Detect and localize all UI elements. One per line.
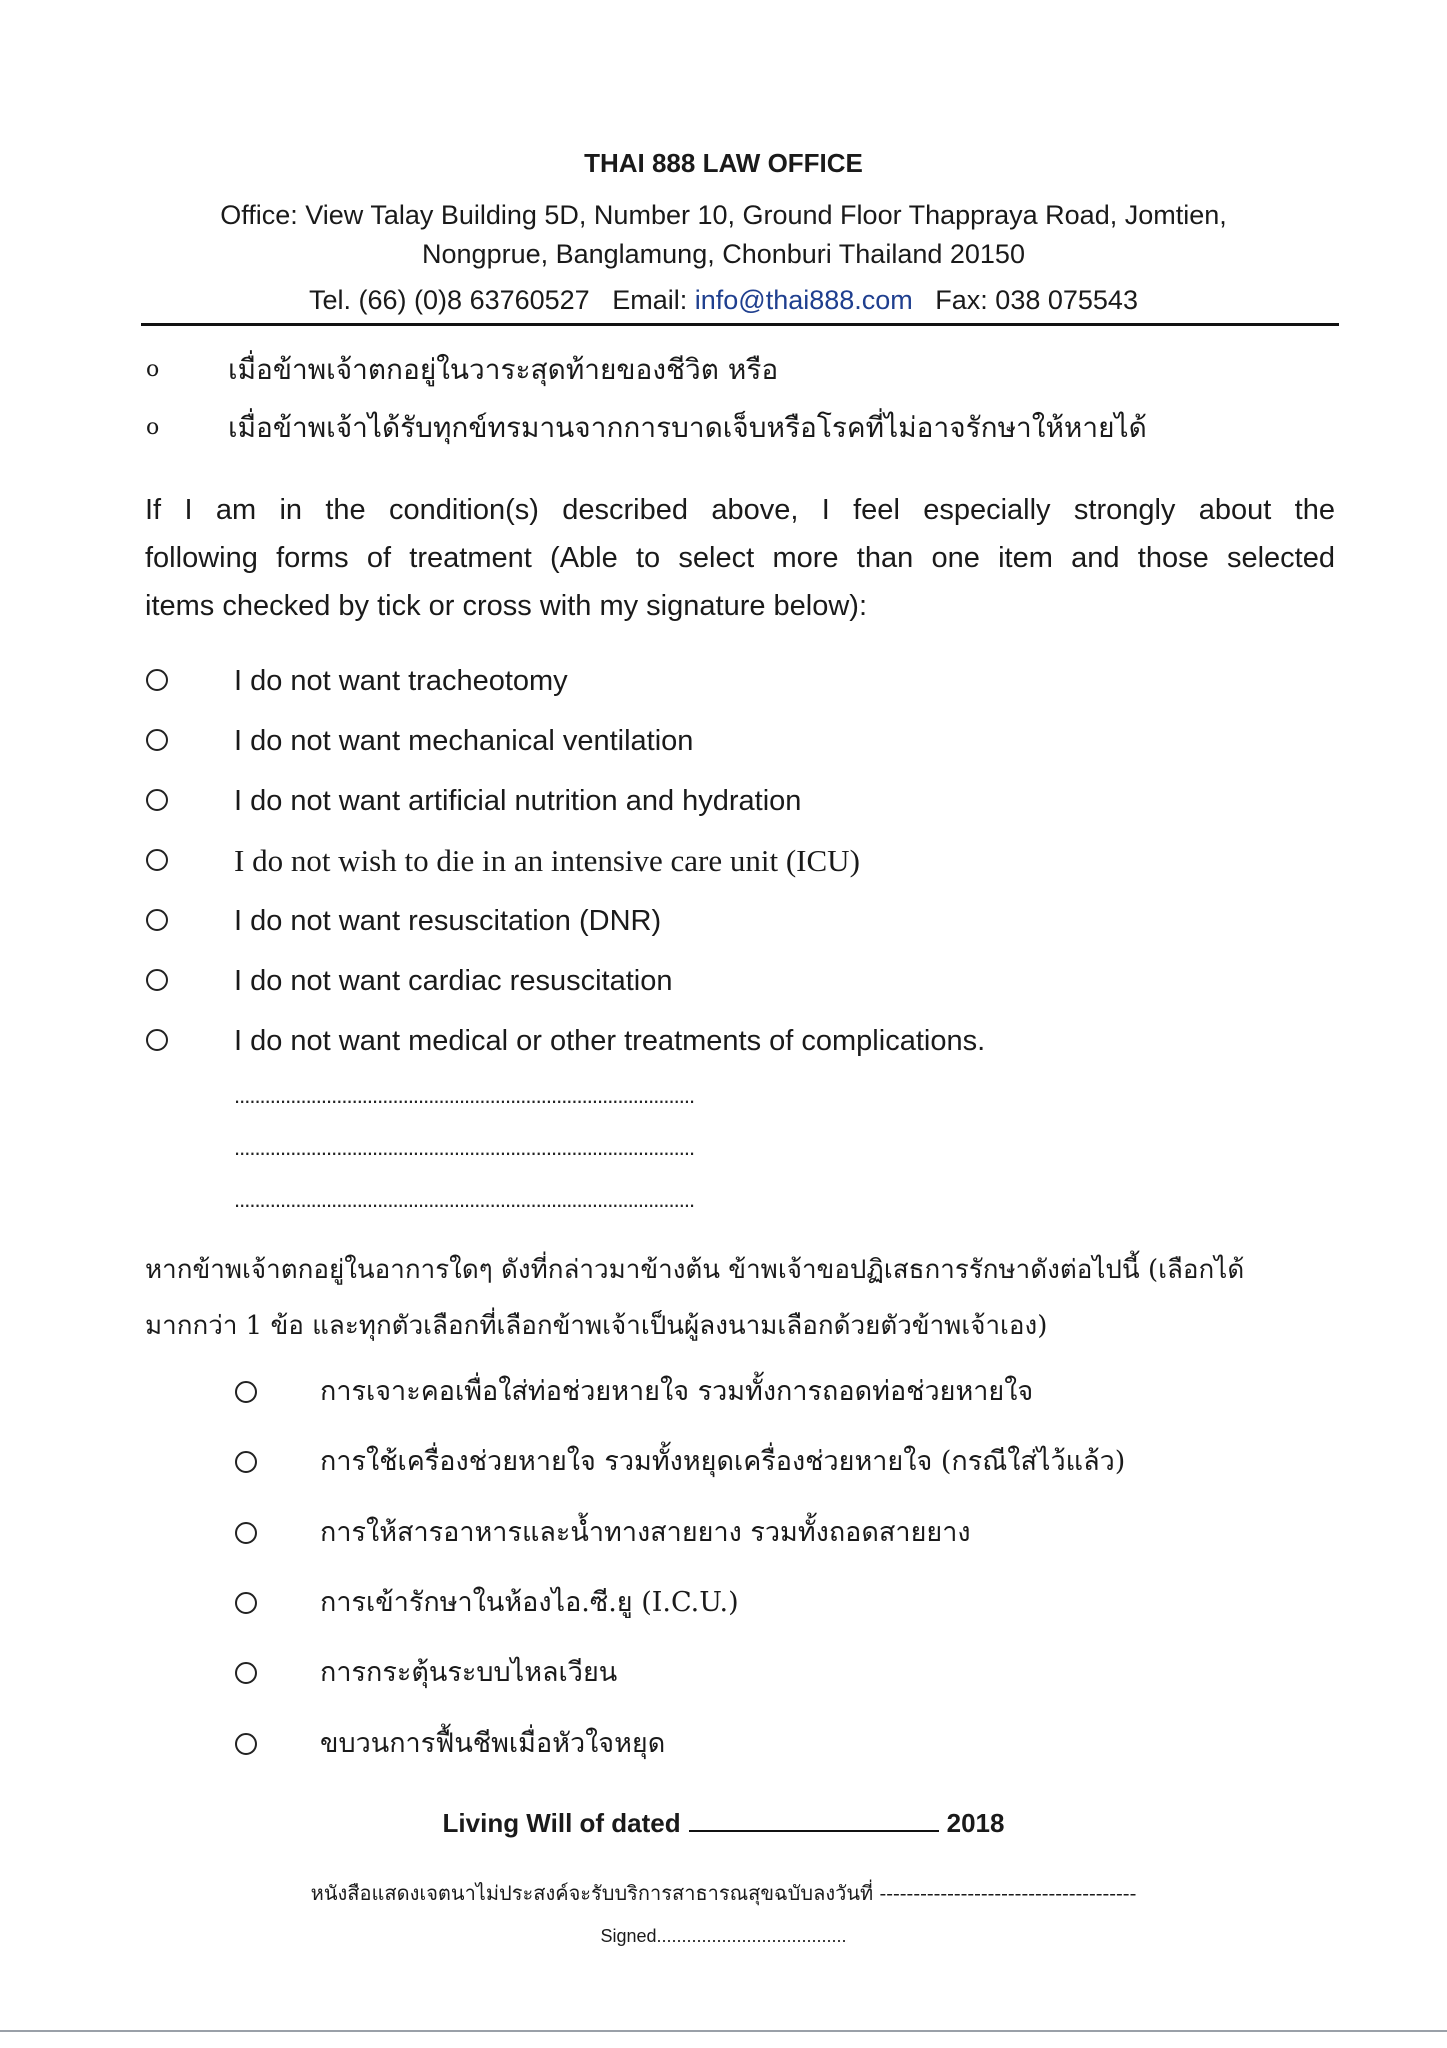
checkbox-circle-icon[interactable]	[146, 729, 168, 751]
blank-fill-line[interactable]: ..........................................................................................	[234, 1083, 695, 1108]
intro-line: If I am in the condition(s) described above, I feel especially strongly about the	[145, 494, 1335, 526]
thai-option-3[interactable]	[0, 1508, 1447, 1558]
checkbox-circle-icon[interactable]	[146, 909, 168, 931]
english-option-4[interactable]	[0, 839, 1447, 883]
date-blank-field[interactable]	[689, 1810, 939, 1832]
checkbox-circle-icon[interactable]	[146, 1029, 168, 1051]
english-option-2[interactable]	[0, 719, 1447, 763]
option-label: I do not want tracheotomy	[234, 665, 568, 697]
blank-fill-line[interactable]: ..........................................................................................	[234, 1135, 695, 1160]
signature-line[interactable]: Signed......................................	[600, 1926, 847, 1946]
checkbox-circle-icon[interactable]	[146, 969, 168, 991]
intro-line: items checked by tick or cross with my signature below):	[145, 590, 868, 622]
checkbox-circle-icon[interactable]	[235, 1381, 257, 1403]
dated-label: Living Will of dated	[442, 1808, 681, 1838]
checkbox-circle-icon[interactable]	[235, 1662, 257, 1684]
bullet-marker: o	[146, 357, 160, 382]
checkbox-circle-icon[interactable]	[235, 1592, 257, 1614]
thai-condition-text: เมื่อข้าพเจ้าได้รับทุกข์ทรมานจากการบาดเจ็บหรือโรคที่ไม่อาจรักษาให้หายได้	[228, 411, 1147, 444]
english-option-1[interactable]	[0, 659, 1447, 703]
option-label: I do not want artificial nutrition and hydration	[234, 785, 802, 817]
thai-intro-line: หากข้าพเจ้าตกอยู่ในอาการใดๆ ดังที่กล่าวมาข้างต้น ข้าพเจ้าขอปฏิเสธการรักษาดังต่อไปนี้ (เลือกได้	[145, 1255, 1245, 1285]
english-intro-paragraph	[145, 486, 1335, 630]
option-label: I do not want resuscitation (DNR)	[234, 905, 662, 937]
option-label: I do not wish to die in an intensive care unit (ICU)	[234, 843, 860, 878]
header-divider	[141, 323, 1339, 326]
thai-condition-2	[0, 408, 1447, 448]
thai-condition-1	[0, 350, 1447, 390]
option-label: I do not want medical or other treatments of complications.	[234, 1025, 986, 1057]
office-address-line1: Office: View Talay Building 5D, Number 10, Ground Floor Thappraya Road, Jomtien,	[220, 200, 1227, 230]
checkbox-circle-icon[interactable]	[146, 789, 168, 811]
bullet-marker: o	[146, 415, 160, 440]
thai-option-4[interactable]	[0, 1578, 1447, 1628]
checkbox-circle-icon[interactable]	[146, 669, 168, 691]
english-option-5[interactable]	[0, 899, 1447, 943]
thai-intro-paragraph	[145, 1242, 1345, 1354]
english-option-6[interactable]	[0, 959, 1447, 1003]
office-address-line2: Nongprue, Banglamung, Chonburi Thailand 20150	[422, 239, 1025, 269]
thai-intro-line: มากกว่า 1 ข้อ และทุกตัวเลือกที่เลือกข้าพเจ้าเป็นผู้ลงนามเลือกด้วยตัวข้าพเจ้าเอง)	[145, 1311, 1048, 1341]
checkbox-circle-icon[interactable]	[235, 1733, 257, 1755]
blank-fill-line[interactable]: ..........................................................................................	[234, 1187, 695, 1212]
option-label: I do not want mechanical ventilation	[234, 725, 694, 757]
tel-text: Tel. (66) (0)8 63760527	[309, 285, 590, 315]
living-will-dated-line	[0, 1808, 1447, 1839]
intro-line: following forms of treatment (Able to select more than one item and those selected	[145, 542, 1335, 574]
option-label: การกระตุ้นระบบไหลเวียน	[320, 1657, 618, 1688]
option-label: การให้สารอาหารและน้ำทางสายยาง รวมทั้งถอดสายยาง	[320, 1517, 971, 1548]
checkbox-circle-icon[interactable]	[235, 1451, 257, 1473]
thai-condition-text: เมื่อข้าพเจ้าตกอยู่ในวาระสุดท้ายของชีวิต หรือ	[228, 353, 779, 386]
thai-option-2[interactable]	[0, 1437, 1447, 1487]
thai-option-5[interactable]	[0, 1648, 1447, 1698]
option-label: การเข้ารักษาในห้องไอ.ซี.ยู (I.C.U.)	[320, 1587, 739, 1618]
contact-line	[0, 285, 1447, 316]
checkbox-circle-icon[interactable]	[235, 1522, 257, 1544]
checkbox-circle-icon[interactable]	[146, 849, 168, 871]
thai-option-1[interactable]	[0, 1367, 1447, 1417]
english-option-7[interactable]	[0, 1019, 1447, 1063]
option-label: การเจาะคอเพื่อใส่ท่อช่วยหายใจ รวมทั้งการถอดท่อช่วยหายใจ	[320, 1376, 1034, 1407]
option-label: I do not want cardiac resuscitation	[234, 965, 673, 997]
thai-dated-line: หนังสือแสดงเจตนาไม่ประสงค์จะรับบริการสาธารณสุขฉบับลงวันที่ --------------------------------------	[310, 1881, 1137, 1905]
english-option-3[interactable]	[0, 779, 1447, 823]
option-label: ขบวนการฟื้นชีพเมื่อหัวใจหยุด	[320, 1728, 666, 1759]
fax-text: Fax: 038 075543	[935, 285, 1138, 315]
thai-option-6[interactable]	[0, 1719, 1447, 1769]
page-bottom-edge	[0, 2030, 1447, 2032]
option-label: การใช้เครื่องช่วยหายใจ รวมทั้งหยุดเครื่องช่วยหายใจ (กรณีใส่ไว้แล้ว)	[320, 1446, 1126, 1477]
email-link[interactable]: info@thai888.com	[694, 285, 913, 315]
office-title: THAI 888 LAW OFFICE	[584, 148, 863, 178]
dated-year: 2018	[946, 1808, 1005, 1838]
email-label: Email:	[612, 285, 688, 315]
